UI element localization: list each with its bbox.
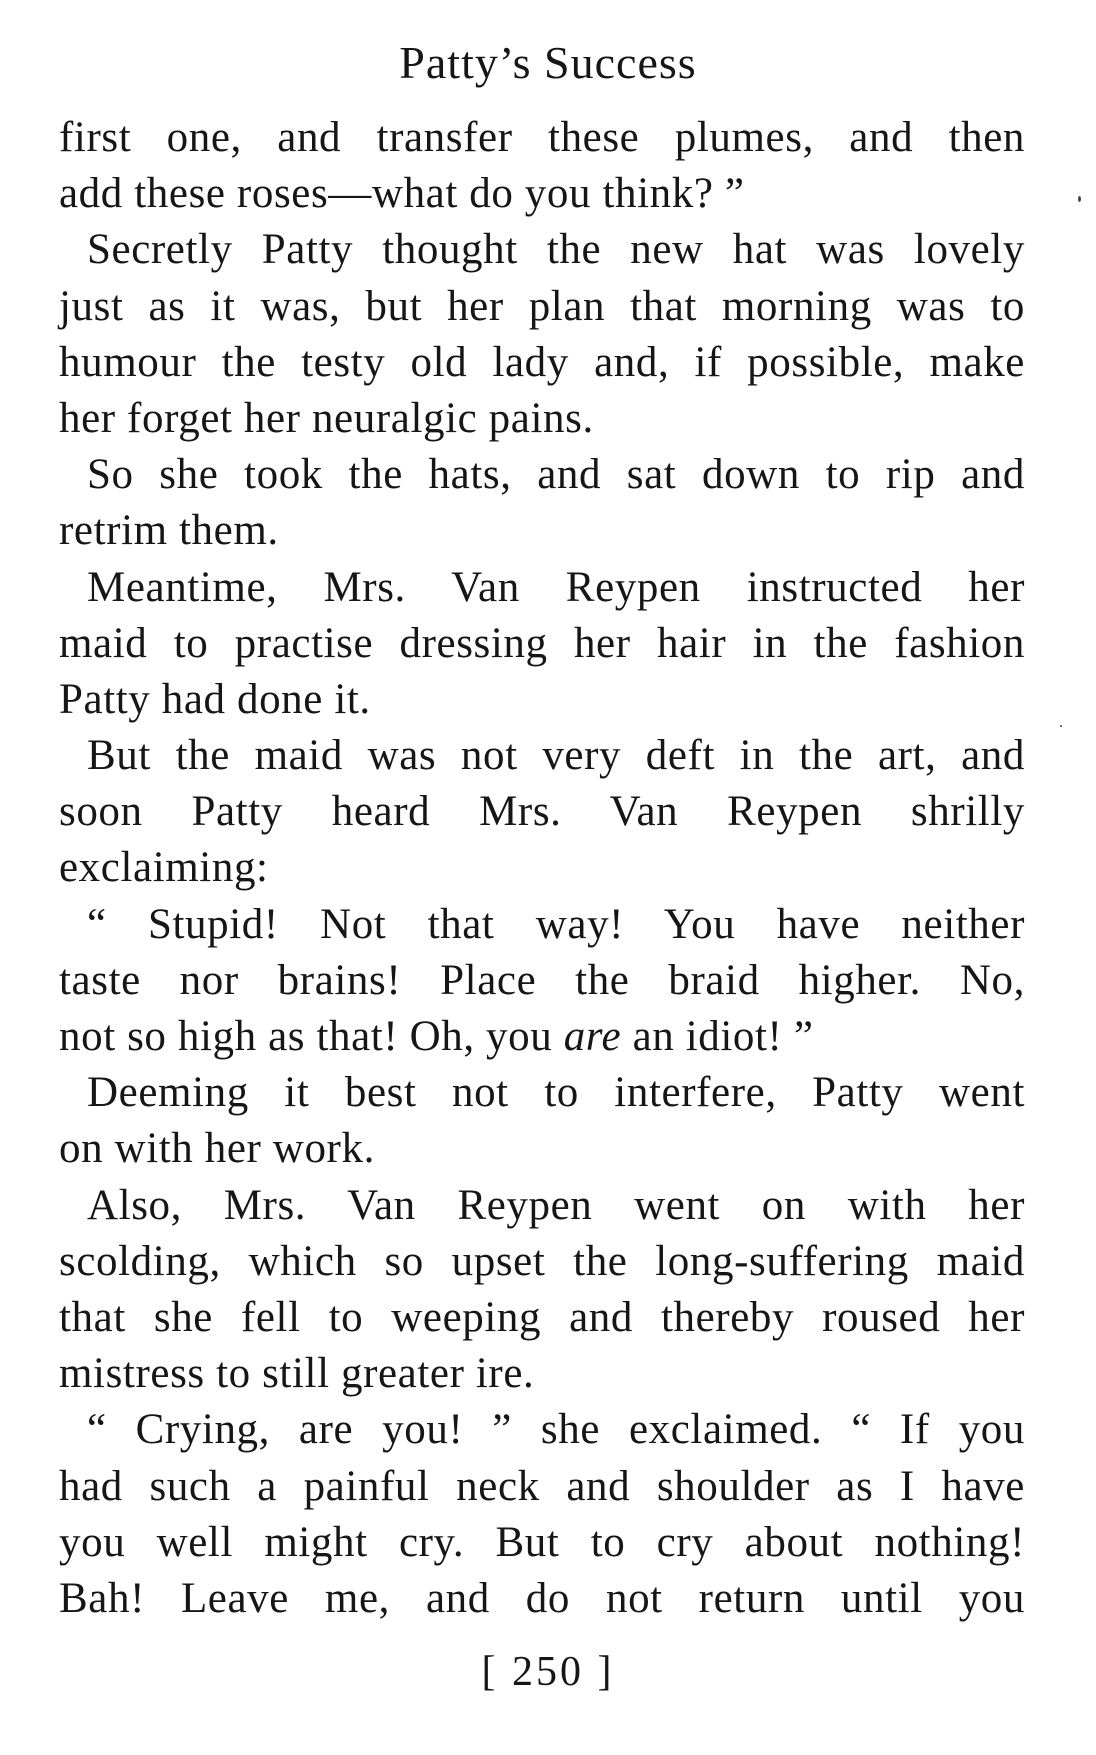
text-line: humour the testy old lady and, if possible, make	[59, 338, 1025, 386]
text-line: that she fell to weeping and thereby roused her	[59, 1293, 1025, 1341]
text-line: taste nor brains! Place the braid higher. No,	[59, 956, 1025, 1004]
page-number: [ 250 ]	[481, 1649, 615, 1695]
text-line: her forget her neuralgic pains.	[59, 394, 594, 442]
text-line: not so high as that! Oh, you are an idiot! ”	[59, 1013, 814, 1060]
text-line: exclaiming:	[59, 844, 269, 892]
text-line: retrim them.	[59, 507, 279, 555]
text-line: just as it was, but her plan that morning was to	[59, 282, 1025, 330]
text-line: Bah! Leave me, and do not return until you	[59, 1574, 1025, 1622]
text-line: Meantime, Mrs. Van Reypen instructed her	[87, 563, 1025, 611]
text-line: Patty had done it.	[59, 675, 371, 723]
text-line: So she took the hats, and sat down to rip and	[87, 451, 1025, 499]
emphasis-text: are	[563, 1013, 622, 1060]
text-line: But the maid was not very deft in the art, and	[87, 732, 1025, 780]
text-line: maid to practise dressing her hair in the fashion	[59, 619, 1025, 667]
running-head: Patty’s Success	[399, 37, 697, 88]
text-line: “ Crying, are you! ” she exclaimed. “ If you	[87, 1406, 1025, 1454]
text-line: Secretly Patty thought the new hat was lovely	[87, 226, 1025, 274]
text-line: on with her work.	[59, 1125, 375, 1173]
print-speck	[1078, 196, 1081, 202]
text-line: Also, Mrs. Van Reypen went on with her	[87, 1181, 1025, 1229]
text-line: soon Patty heard Mrs. Van Reypen shrilly	[59, 788, 1025, 836]
text-line: “ Stupid! Not that way! You have neither	[87, 900, 1025, 948]
text-line: you well might cry. But to cry about nothing!	[59, 1518, 1025, 1566]
print-speck	[1060, 725, 1062, 727]
text-line: scolding, which so upset the long-suffering maid	[59, 1237, 1025, 1285]
text-line: had such a painful neck and shoulder as I have	[59, 1462, 1025, 1510]
body-text	[59, 110, 1025, 1627]
text-line: first one, and transfer these plumes, and then	[59, 114, 1025, 161]
text-line: Deeming it best not to interfere, Patty went	[87, 1069, 1025, 1117]
text-line: mistress to still greater ire.	[59, 1350, 535, 1398]
text-line: add these roses—what do you think? ”	[59, 170, 745, 218]
